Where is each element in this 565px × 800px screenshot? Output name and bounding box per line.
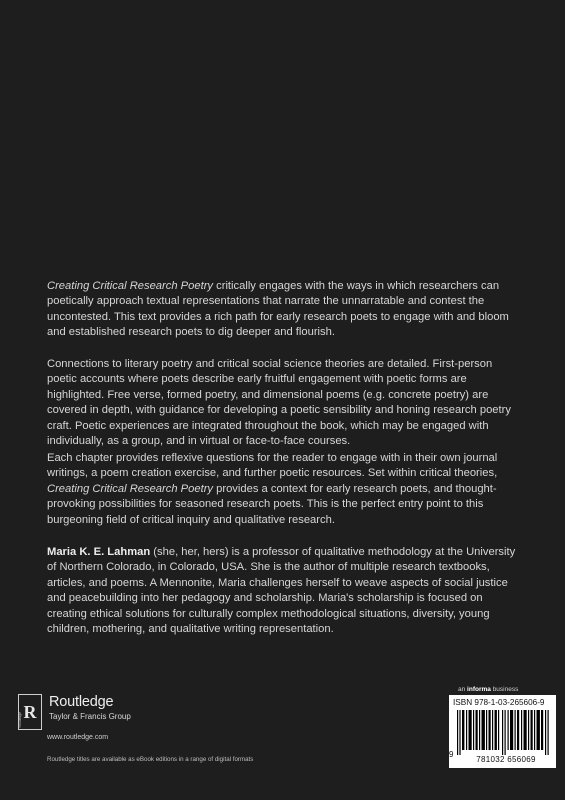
barcode-digits: 781032 656069 (476, 755, 536, 764)
ebook-note: Routledge titles are available as eBook editions in a range of digital formats (47, 756, 254, 763)
book-title-italic: Creating Critical Research Poetry (47, 280, 214, 292)
book-title-italic: Creating Critical Research Poetry (47, 482, 214, 495)
author-name: Maria K. E. Lahman (47, 546, 151, 558)
routledge-logo-icon (18, 694, 42, 730)
publisher-brand (49, 694, 131, 722)
description-paragraph-1 (47, 279, 525, 341)
publisher-name: Routledge (49, 694, 114, 710)
paragraph-3-text-start: Each chapter provides reflexive questions for the reader to engage with in their own journal writings, a poem creation exercise, and further poetic resources. Set within critical theories, (47, 452, 498, 480)
barcode-first-digit: 9 (449, 750, 454, 759)
author-bio (47, 545, 525, 637)
description-paragraph-2 (47, 357, 525, 449)
informa-suffix: business (490, 686, 519, 693)
informa-business-label (458, 686, 518, 693)
publisher-group: Taylor & Francis Group (49, 712, 131, 721)
paragraph-1-text: critically engages with the ways in which researchers can poetically approach textual representations that narrate the unnarratable and contest the uncontested. This text provides a rich path for early research poets to engage with and bloom and established research poets to dig deeper and flourish. (47, 280, 509, 339)
publisher-url[interactable]: www.routledge.com (47, 734, 109, 741)
logo-side-text: Routledge (18, 711, 22, 727)
author-bio-text: (she, her, hers) is a professor of qualitative methodology at the University of Northern Colorado, in Colorado, USA. She is the author of multiple research textbooks, articles, and poems. A Mennonite, Maria challenges herself to weave aspects of social justice and peacebuilding into her pedagogy and scholarship. Maria's scholarship is focused on creating ethical solutions for culturally complex methodological situations, diversity, young children, mothering, and qualitative writing representation. (47, 546, 516, 636)
informa-prefix: an (458, 686, 468, 693)
barcode-bars-icon (457, 710, 551, 755)
paragraph-3-text-rest: provides a context for early research poets, and thought-provoking possibilities for seasoned research poets. This is the perfect entry point to this burgeoning field of critical inquiry and qualitative research. (47, 482, 497, 526)
logo-letter: R (23, 702, 37, 722)
informa-brand: informa (467, 686, 491, 693)
description-paragraph-3 (47, 451, 525, 528)
isbn-text: ISBN 978-1-03-265606-9 (453, 698, 545, 707)
paragraph-2-text: Connections to literary poetry and critical social science theories are detailed. First-person poetic accounts where poets describe early fruitful engagement with poetic forms are highlighted. Free verse, formed poetry, and dimensional poems (e.g. concrete poetry) are covered in depth, with guidance for developing a poetic sensibility and honing research poetry craft. Poetic experiences are integrated throughout the book, which may be engaged with individually, as a group, and in virtual or face-to-face courses. (47, 358, 511, 448)
barcode-panel (449, 695, 556, 768)
